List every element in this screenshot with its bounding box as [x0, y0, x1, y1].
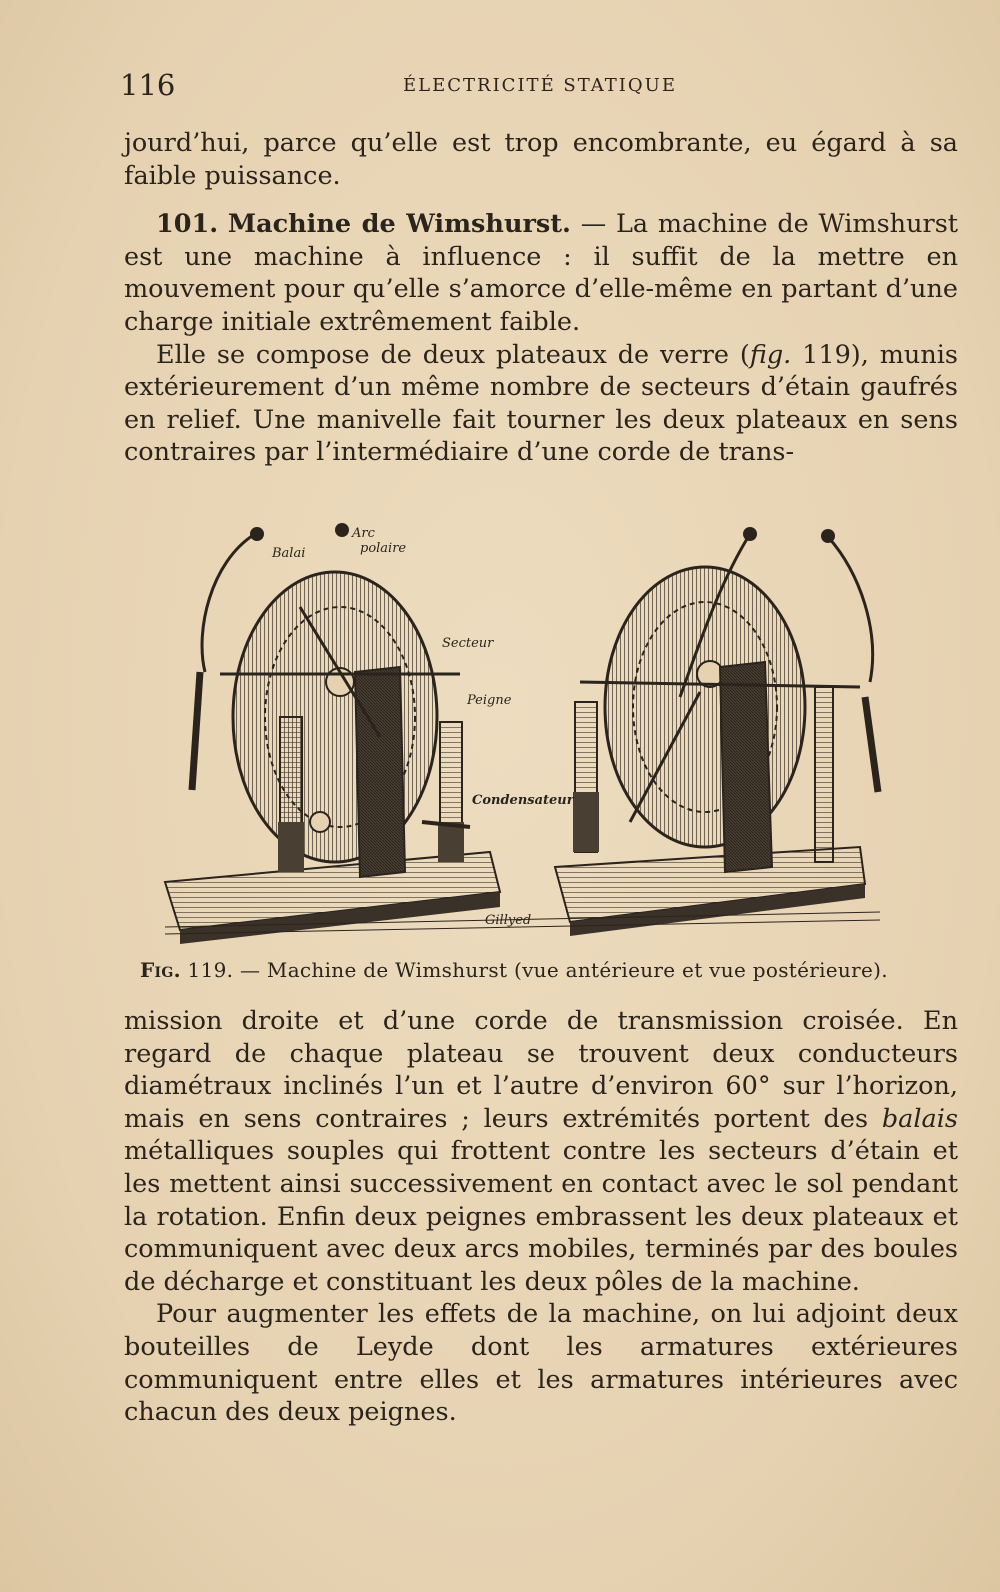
section-title: Machine de Wimshurst.: [227, 209, 571, 240]
paragraph-continuation: jourd’hui, parce qu’elle est trop encombrante, eu égard à sa faible puissance.: [124, 128, 958, 191]
right-machine-drawing: [555, 527, 878, 936]
label-peigne: Peigne: [467, 693, 512, 708]
paragraph-text: 119), munis extérieurement d’un même nombre de secteurs d’étain gaufrés en relief. Une manivelle fait tourner les deux plateaux en sens contraires par l’intermédiaire d’une corde de trans-: [124, 339, 958, 468]
left-machine-drawing: [165, 523, 500, 944]
page-number: 116: [120, 68, 176, 102]
figure-caption: [140, 958, 960, 982]
label-polaire: polaire: [360, 541, 407, 556]
caption-text: — Machine de Wimshurst (vue antérieure et vue postérieure).: [239, 958, 888, 982]
running-title: ÉLECTRICITÉ STATIQUE: [403, 75, 677, 96]
paragraph-description: [124, 339, 958, 469]
label-arc: Arc: [352, 526, 375, 541]
label-condensateur: Condensateur: [472, 793, 574, 808]
paragraph-text: métalliques souples qui frottent contre les secteurs d’étain et les mettent ainsi successivement en contact avec le sol pendant la rotation. Enfin deux peignes embrassent les deux plateaux et communiquent avec deux arcs mobiles, terminés par des boules de décharge et constituant les deux pôles de la machine.: [124, 1136, 958, 1297]
section-number: 101.: [156, 209, 219, 240]
label-secteur: Secteur: [442, 636, 494, 651]
section-101: [124, 208, 958, 338]
paragraph-mechanism: [124, 1005, 958, 1298]
section-text: La machine de Wimshurst est une machine à influence : il suffit de la mettre en mouvement pour qu’elle s’amorce d’elle-même en partant d’une charge initiale extrêmement faible.: [124, 209, 959, 337]
paragraph-text: Elle se compose de deux plateaux de verre (: [156, 339, 750, 370]
text-bottom: [124, 1005, 958, 1429]
label-balai: Balai: [272, 546, 306, 561]
engraver-signature: Gillyed: [485, 913, 532, 928]
caption-number: 119.: [187, 958, 234, 982]
figure-119-engraving: [160, 522, 900, 950]
paragraph-leyden: Pour augmenter les effets de la machine, on lui adjoint deux bouteilles de Leyde dont les armatures extérieures communiquent entre elles et les armatures intérieures avec chacun des deux peignes.: [124, 1299, 958, 1428]
term-balais: balais: [881, 1103, 958, 1134]
text-top: [124, 127, 958, 469]
page-header: [120, 68, 960, 102]
paragraph-text: mission droite et d’une corde de transmission croisée. En regard de chaque plateau se trouvent deux conducteurs diamétraux inclinés l’un et l’autre d’environ 60° sur l’horizon, mais en sens contraires ; leurs extrémités portent des: [124, 1006, 958, 1134]
section-dash: —: [580, 209, 607, 240]
figure-reference: fig.: [749, 339, 792, 370]
caption-prefix: Fig.: [140, 958, 181, 982]
